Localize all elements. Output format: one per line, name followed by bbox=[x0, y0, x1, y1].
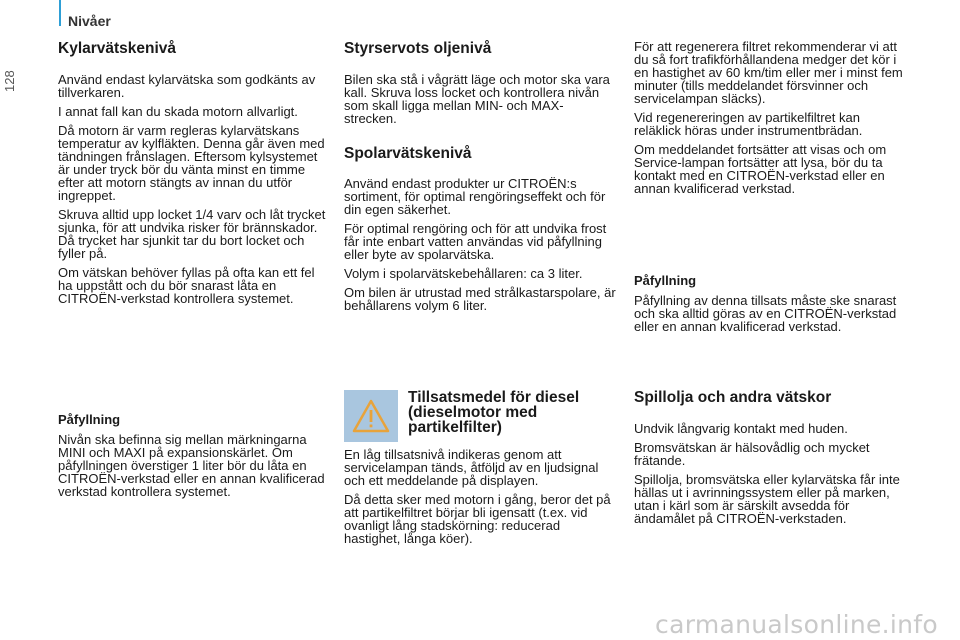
washer-heading: Spolarvätskenivå bbox=[344, 144, 472, 162]
coolant-paragraph: Skruva alltid upp locket 1/4 varv och låt trycket sjunka, för att undvika risker för brännskador. Då trycket har sjunkit tar du bort locket och fyller på. bbox=[58, 206, 326, 261]
power-steering-column bbox=[344, 40, 616, 318]
washer-paragraph: Använd endast produkter ur CITROËN:s sortiment, för optimal rengöringseffekt och för din egen säkerhet. bbox=[344, 176, 606, 218]
additive-fill-section bbox=[634, 273, 904, 339]
regeneration-paragraph: Om meddelandet fortsätter att visas och om Service-lampan fortsätter att lysa, bör du ta kontakt med en CITROËN-verkstad eller en annan kvalificerad verkstad. bbox=[634, 142, 887, 196]
washer-paragraph: För optimal rengöring och för att undvika frost får inte enbart vatten användas vid påfyllning eller byte av spolarvätska. bbox=[344, 221, 607, 263]
waste-fluids-paragraph: Undvik långvarig kontakt med huden. bbox=[634, 420, 848, 436]
washer-paragraph: Om bilen är utrustad med strålkastarspolare, är behållarens volym 6 liter. bbox=[344, 285, 616, 314]
diesel-additive-section bbox=[344, 390, 616, 551]
coolant-heading: Kylarvätskenivå bbox=[58, 40, 177, 57]
regeneration-column bbox=[634, 40, 904, 201]
waste-fluids-paragraph: Spillolja, bromsvätska eller kylarvätska får inte hällas ut i avrinningssystem eller på marken, utan i kärl som är särskilt avsedda för ändamålet på CITROËN-verkstaden. bbox=[634, 471, 900, 526]
coolant-fill-text: Nivån ska befinna sig mellan märkningarna MINI och MAXI på expansionskärlet. Om påfyllningen överstiger 1 liter bör du låta en CITROËN-verkstad eller en annan kvalificerad verkstad kontrollera systemet. bbox=[58, 432, 325, 499]
coolant-paragraph: Använd endast kylarvätska som godkänts av tillverkaren. bbox=[58, 71, 316, 100]
power-steering-text: Bilen ska stå i vågrätt läge och motor ska vara kall. Skruva loss locket och kontrollera nivån som skall ligga mellan MIN- och MAX-strecken. bbox=[344, 71, 610, 126]
regeneration-paragraph: För att regenerera filtret rekommenderar vi att du så fort trafikförhållandena medger det kör i en hastighet av 60 km/tim eller mer i minst fem minuter (tills meddelandet försvinner och servicelampan släcks). bbox=[634, 39, 903, 106]
diesel-additive-paragraph: En låg tillsatsnivå indikeras genom att servicelampan tänds, åtföljd av en ljudsignal och ett meddelande på displayen. bbox=[344, 447, 599, 488]
warning-triangle-icon bbox=[344, 390, 398, 442]
header-accent-bar bbox=[59, 0, 61, 26]
washer-paragraph: Volym i spolarvätskebehållaren: ca 3 liter. bbox=[344, 266, 583, 282]
waste-fluids-heading: Spillolja och andra vätskor bbox=[634, 389, 832, 406]
diesel-additive-heading: Tillsatsmedel för diesel (dieselmotor med partikelfilter) bbox=[408, 389, 580, 436]
waste-fluids-section bbox=[634, 389, 904, 531]
page-number: 128 bbox=[2, 70, 17, 92]
coolant-fill-heading: Påfyllning bbox=[58, 412, 121, 427]
coolant-paragraph: I annat fall kan du skada motorn allvarligt. bbox=[58, 103, 298, 119]
section-title: Nivåer bbox=[68, 13, 111, 29]
watermark: carmanualsonline.info bbox=[655, 610, 938, 639]
coolant-column bbox=[58, 40, 330, 311]
coolant-fill-section bbox=[58, 412, 330, 504]
additive-fill-text: Påfyllning av denna tillsats måste ske snarast och ska alltid göras av en CITROËN-verkstad eller en annan kvalificerad verkstad. bbox=[634, 293, 897, 334]
coolant-paragraph: Om vätskan behöver fyllas på ofta kan ett fel ha uppstått och du bör snarast låta en CITROËN-verkstad kontrollera systemet. bbox=[58, 264, 315, 306]
diesel-additive-paragraph: Då detta sker med motorn i gång, beror det på att partikelfiltret börjar bli igensatt (t.ex. vid ovanligt lång stadskörning: reducerad hastighet, långa köer). bbox=[344, 492, 611, 546]
coolant-paragraph: Då motorn är varm regleras kylarvätskans temperatur av kylfläkten. Denna går även med tändningen frånslagen. Eftersom kylsystemet är under tryck bör du vänta minst en timme efter att motorn stängts av innan du utför ingreppet. bbox=[58, 122, 325, 203]
regeneration-paragraph: Vid regenereringen av partikelfiltret kan reläklick höras under instrumentbrädan. bbox=[634, 110, 863, 138]
power-steering-heading: Styrservots oljenivå bbox=[344, 40, 492, 57]
additive-fill-heading: Påfyllning bbox=[634, 273, 697, 288]
waste-fluids-paragraph: Bromsvätskan är hälsovådlig och mycket frätande. bbox=[634, 439, 870, 468]
